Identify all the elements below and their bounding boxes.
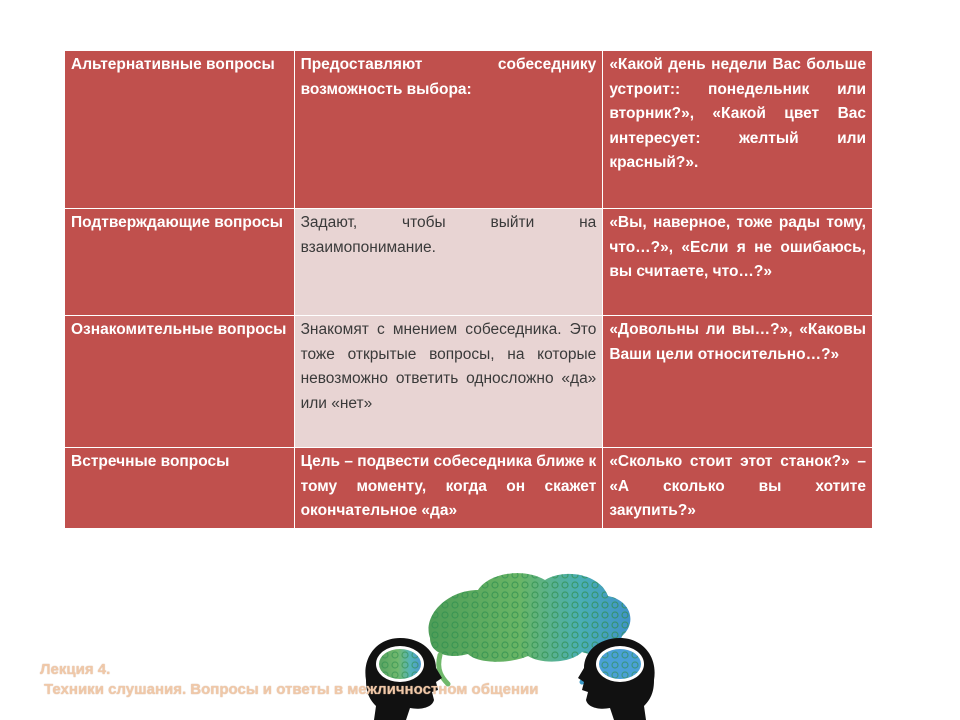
lecture-title: Техники слушания. Вопросы и ответы в межличностном общении	[44, 681, 539, 698]
row-example: «Довольны ли вы…?», «Каковы Ваши цели относительно…?»	[603, 316, 873, 448]
table-row	[65, 51, 873, 209]
table-row	[65, 448, 873, 529]
row-example: «Какой день недели Вас больше устроит:: понедельник или вторник?», «Какой цвет Вас интересует: желтый или красный?».	[603, 51, 873, 209]
row-description: Знакомят с мнением собеседника. Это тоже открытые вопросы, на которые невозможно ответить односложно «да» или «нет»	[294, 316, 603, 448]
row-description: Задают, чтобы выйти на взаимопонимание.	[294, 209, 603, 316]
row-label: Ознакомительные вопросы	[65, 316, 295, 448]
table-row	[65, 209, 873, 316]
row-example: «Сколько стоит этот станок?» – «А сколько вы хотите закупить?»	[603, 448, 873, 529]
row-label: Встречные вопросы	[65, 448, 295, 529]
row-label: Альтернативные вопросы	[65, 51, 295, 209]
lecture-number: Лекция 4.	[40, 661, 111, 678]
table-row	[65, 316, 873, 448]
row-description: Предоставляют собеседнику возможность выбора:	[294, 51, 603, 209]
row-description: Цель – подвести собеседника ближе к тому моменту, когда он скажет окончательное «да»	[294, 448, 603, 529]
row-example: «Вы, наверное, тоже рады тому, что…?», «Если я не ошибаюсь, вы считаете, что…?»	[603, 209, 873, 316]
footer	[40, 660, 538, 700]
question-types-table	[64, 50, 873, 529]
row-label: Подтверждающие вопросы	[65, 209, 295, 316]
